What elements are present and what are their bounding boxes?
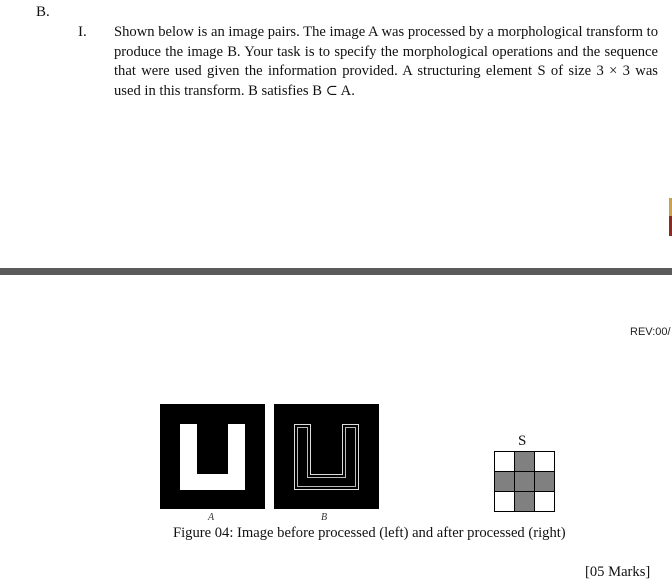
- structuring-element-cell: [495, 452, 515, 472]
- structuring-element-cell: [495, 492, 515, 512]
- structuring-element-grid: [494, 451, 555, 512]
- image-a: [160, 404, 265, 509]
- marks-label: [05 Marks]: [585, 564, 651, 580]
- structuring-element-cell: [515, 472, 535, 492]
- structuring-element-cell: [535, 452, 555, 472]
- structuring-element-cell: [515, 452, 535, 472]
- image-a-label: A: [208, 512, 215, 523]
- structuring-element-cell: [495, 472, 515, 492]
- question-text: Shown below is an image pairs. The image A was processed by a morphological transform to produce the image B. Your task is to specify the morphological operations and the sequence that were used given the information provided. A structuring element S of size 3 × 3 was used in this transform. B satisfies B ⊂ A.: [114, 24, 658, 99]
- page-divider: [0, 268, 672, 275]
- image-b-label: B: [321, 512, 328, 523]
- revision-label: REV:00/: [630, 326, 671, 338]
- question-number: I.: [78, 24, 87, 40]
- structuring-element-label: S: [518, 433, 527, 449]
- section-label: B.: [36, 4, 50, 20]
- image-b: [274, 404, 379, 509]
- structuring-element-cell: [535, 492, 555, 512]
- structuring-element-cell: [515, 492, 535, 512]
- figure-caption: Figure 04: Image before processed (left) and after processed (right): [173, 525, 566, 541]
- structuring-element-cell: [535, 472, 555, 492]
